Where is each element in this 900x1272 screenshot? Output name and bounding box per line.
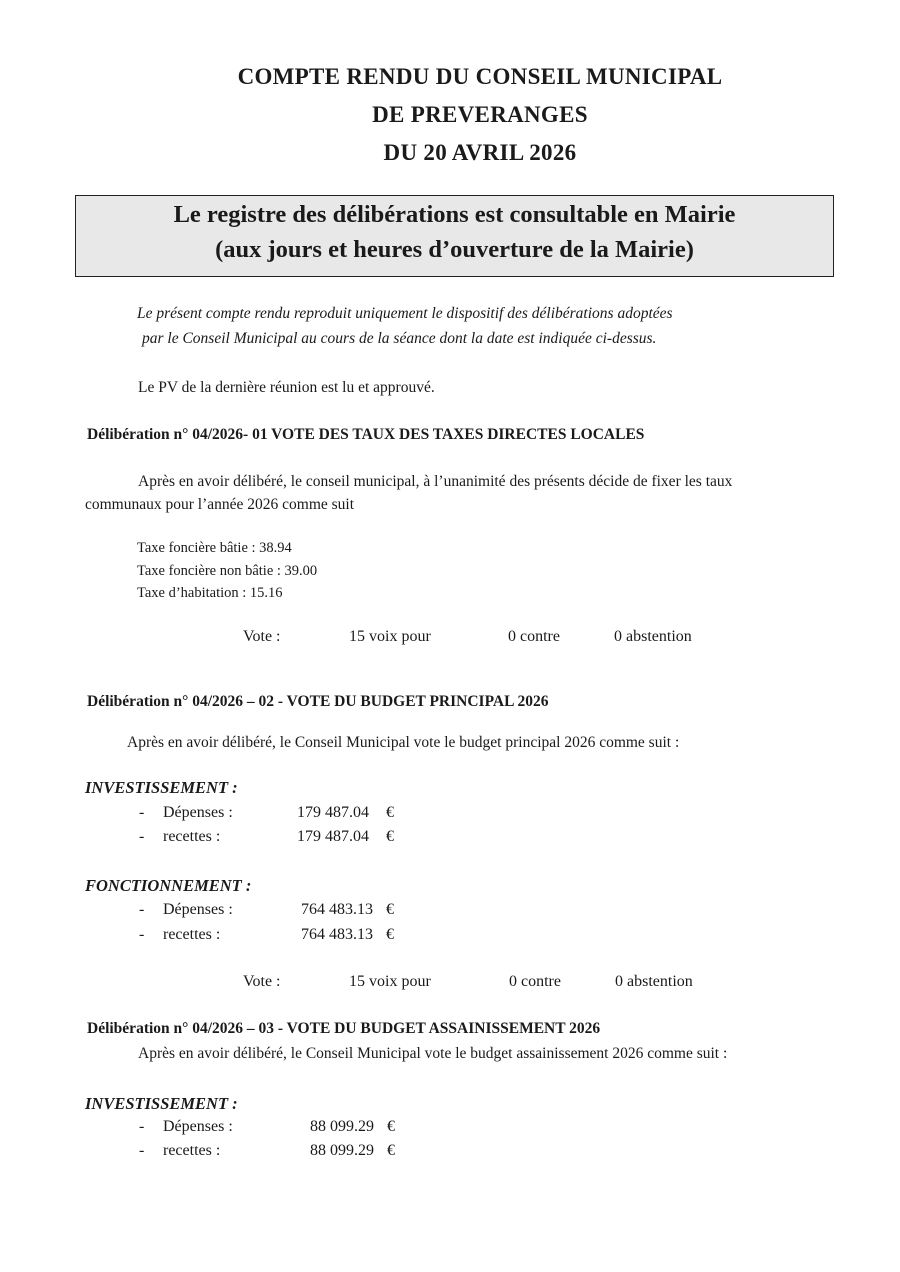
deliberation-1-text-line-1: Après en avoir délibéré, le conseil municipal, à l’unanimité des présents décide de fixer les taux bbox=[138, 473, 733, 490]
page-title-line-2: DE PREVERANGES bbox=[372, 102, 588, 127]
vote-label: Vote : bbox=[243, 973, 281, 990]
currency-symbol: € bbox=[387, 1118, 395, 1135]
list-dash: - bbox=[139, 926, 145, 943]
currency-symbol: € bbox=[386, 926, 394, 943]
pv-approval-text: Le PV de la dernière réunion est lu et approuvé. bbox=[138, 379, 435, 396]
list-dash: - bbox=[139, 1118, 145, 1135]
budget-line-amount: 179 487.04 bbox=[297, 828, 369, 845]
deliberation-3-heading: Délibération n° 04/2026 – 03 - VOTE DU BUDGET ASSAINISSEMENT 2026 bbox=[87, 1020, 601, 1037]
notice-line-1: Le registre des délibérations est consultable en Mairie bbox=[173, 201, 736, 228]
budget-line-name: Dépenses : bbox=[163, 804, 233, 821]
list-dash: - bbox=[139, 901, 145, 918]
budget-line-amount: 88 099.29 bbox=[310, 1142, 374, 1159]
intro-note-line-2: par le Conseil Municipal au cours de la séance dont la date est indiquée ci-dessus. bbox=[142, 330, 657, 347]
budget-line-amount: 88 099.29 bbox=[310, 1118, 374, 1135]
deliberation-2-text: Après en avoir délibéré, le Conseil Municipal vote le budget principal 2026 comme suit : bbox=[127, 734, 680, 751]
budget-line-name: Dépenses : bbox=[163, 901, 233, 918]
deliberation-2-heading: Délibération n° 04/2026 – 02 - VOTE DU BUDGET PRINCIPAL 2026 bbox=[87, 693, 549, 710]
investissement-label: INVESTISSEMENT : bbox=[85, 778, 238, 797]
vote-label: Vote : bbox=[243, 628, 281, 645]
investissement-label: INVESTISSEMENT : bbox=[85, 1094, 238, 1113]
page-title-line-1: COMPTE RENDU DU CONSEIL MUNICIPAL bbox=[237, 64, 723, 89]
deliberation-1-text-line-2: communaux pour l’année 2026 comme suit bbox=[85, 496, 355, 513]
list-dash: - bbox=[139, 804, 145, 821]
tax-rate-line: Taxe foncière non bâtie : 39.00 bbox=[137, 563, 318, 579]
registry-notice-box bbox=[75, 195, 834, 277]
vote-against: 0 contre bbox=[509, 973, 561, 990]
vote-for: 15 voix pour bbox=[349, 973, 431, 990]
notice-line-2: (aux jours et heures d’ouverture de la Mairie) bbox=[215, 236, 694, 263]
deliberation-1-heading: Délibération n° 04/2026- 01 VOTE DES TAUX DES TAXES DIRECTES LOCALES bbox=[87, 426, 645, 443]
page-title-line-3: DU 20 AVRIL 2026 bbox=[383, 140, 577, 165]
budget-line-amount: 764 483.13 bbox=[301, 901, 373, 918]
vote-against: 0 contre bbox=[508, 628, 560, 645]
fonctionnement-label: FONCTIONNEMENT : bbox=[85, 876, 252, 895]
budget-line-amount: 764 483.13 bbox=[301, 926, 373, 943]
vote-for: 15 voix pour bbox=[349, 628, 431, 645]
budget-line-name: recettes : bbox=[163, 1142, 221, 1159]
currency-symbol: € bbox=[387, 1142, 395, 1159]
deliberation-3-text: Après en avoir délibéré, le Conseil Municipal vote le budget assainissement 2026 comme suit : bbox=[138, 1045, 728, 1062]
budget-line-name: recettes : bbox=[163, 926, 221, 943]
tax-rate-line: Taxe foncière bâtie : 38.94 bbox=[137, 540, 292, 556]
currency-symbol: € bbox=[386, 901, 394, 918]
budget-line-amount: 179 487.04 bbox=[297, 804, 369, 821]
list-dash: - bbox=[139, 1142, 145, 1159]
list-dash: - bbox=[139, 828, 145, 845]
currency-symbol: € bbox=[386, 828, 394, 845]
budget-line-name: Dépenses : bbox=[163, 1118, 233, 1135]
currency-symbol: € bbox=[386, 804, 394, 821]
budget-line-name: recettes : bbox=[163, 828, 221, 845]
intro-note-line-1: Le présent compte rendu reproduit uniquement le dispositif des délibérations adoptées bbox=[137, 305, 673, 322]
vote-abstention: 0 abstention bbox=[614, 628, 692, 645]
tax-rate-line: Taxe d’habitation : 15.16 bbox=[137, 585, 283, 601]
vote-abstention: 0 abstention bbox=[615, 973, 693, 990]
